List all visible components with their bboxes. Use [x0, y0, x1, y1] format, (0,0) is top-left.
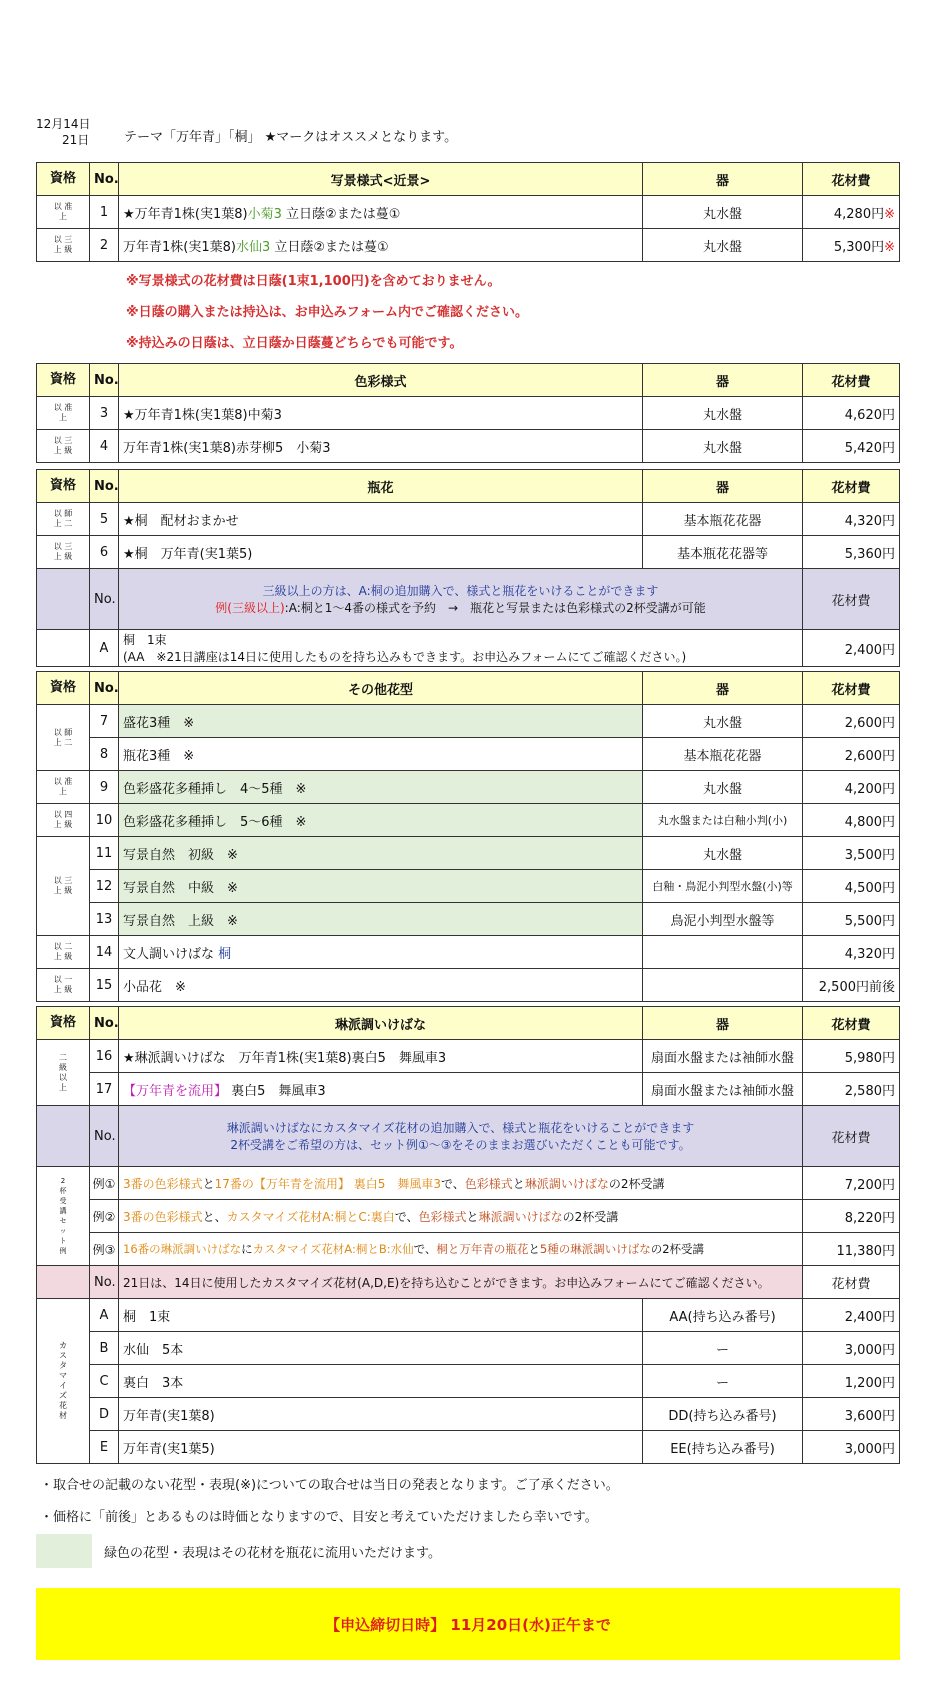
row-no: 例① — [90, 1167, 119, 1200]
fee-mark: ※ — [884, 239, 895, 255]
style-cell: ★琳派調いけばな 万年青1株(実1葉8)裏白5 舞風車3 — [119, 1040, 643, 1073]
col-style: 色彩様式 — [119, 364, 643, 397]
row-no: A — [90, 630, 119, 667]
fee-cell: 2,600円 — [803, 705, 900, 738]
info-row — [37, 569, 900, 630]
set-part: カスタマイズ花材A:桐とC:裏白 — [226, 1209, 395, 1224]
fee-cell: 2,400円 — [803, 1299, 900, 1332]
row-no: 6 — [90, 536, 119, 569]
set-part: 3番の色彩様式 — [123, 1176, 203, 1191]
note-2: ※日蔭の購入または持込は、お申込みフォーム内でご確認ください。 — [126, 305, 528, 320]
table-row — [37, 804, 900, 837]
vessel-cell: ー — [643, 1365, 803, 1398]
shakei-notes — [36, 262, 900, 363]
qual-text: 以 准 上 — [53, 403, 73, 422]
qual-text: 以 准 上 — [53, 777, 73, 796]
row-no: 4 — [90, 430, 119, 463]
set-part: と — [466, 1209, 479, 1224]
empty-cell — [37, 630, 90, 667]
qual-cell — [37, 430, 90, 463]
col-no: No. — [90, 364, 119, 397]
vessel-cell: 丸水盤 — [643, 837, 803, 870]
fee-value: 4,280円 — [833, 206, 885, 222]
table-row — [37, 536, 900, 569]
style-c: 立日蔭②または蔓① — [281, 206, 401, 222]
table-row — [37, 1332, 900, 1365]
set-cell — [119, 1167, 803, 1200]
col-fee: 花材費 — [803, 1007, 900, 1040]
legend-swatch — [36, 1534, 92, 1568]
fee-cell: 4,500円 — [803, 870, 900, 903]
table-row — [37, 870, 900, 903]
style-cell: ★万年青1株(実1葉8)中菊3 — [119, 397, 643, 430]
style-cell: 写景自然 上級 ※ — [119, 903, 643, 936]
style-cell: 瓶花3種 ※ — [119, 738, 643, 771]
vessel-cell: 基本瓶花花器等 — [643, 536, 803, 569]
custom-header-row — [37, 1266, 900, 1299]
fee-cell — [803, 196, 900, 229]
qual-text: 以 三 上 級 — [53, 542, 73, 561]
table-row — [37, 630, 900, 667]
style-b: 小菊3 — [247, 206, 282, 222]
qual-text: 2 杯 受 講 セ ッ ト 例 — [59, 1177, 67, 1255]
qual-text: 以 師 上 二 — [53, 509, 73, 528]
col-no: No. — [90, 672, 119, 705]
set-part: 17番の【万年青を流用】 裏白5 舞風車3 — [214, 1176, 442, 1191]
set-part: 琳派調いけばな — [524, 1176, 609, 1191]
qual-text: 以 二 上 級 — [53, 942, 73, 961]
vessel-cell: 基本瓶花花器 — [643, 503, 803, 536]
style-b: 水仙3 — [235, 239, 271, 255]
empty-cell — [37, 1266, 90, 1299]
qual-cell — [37, 196, 90, 229]
row-no: 12 — [90, 870, 119, 903]
vessel-cell: 丸水盤 — [643, 430, 803, 463]
fee-cell: 2,500円前後 — [803, 969, 900, 1002]
vessel-cell: 基本瓶花花器 — [643, 738, 803, 771]
set-part: に — [241, 1242, 253, 1256]
fee-cell: 2,400円 — [803, 630, 900, 667]
set-part: で、 — [441, 1176, 465, 1191]
row-no: 1 — [90, 196, 119, 229]
footer-note-1: ・取合せの記載のない花型・表現(※)についての取合せは当日の発表となります。ご了承ください。 — [40, 1478, 619, 1493]
fee-cell: 3,500円 — [803, 837, 900, 870]
qual-text: カ ス タ マ イ ズ 花 材 — [59, 1341, 67, 1420]
table-row — [37, 1167, 900, 1200]
row-no: 14 — [90, 936, 119, 969]
qual-cell — [37, 503, 90, 536]
row-no: 10 — [90, 804, 119, 837]
table-row — [37, 1365, 900, 1398]
row-no: 16 — [90, 1040, 119, 1073]
row-no: 7 — [90, 705, 119, 738]
style-cell: 万年青(実1葉5) — [119, 1431, 643, 1464]
fee-cell — [803, 229, 900, 262]
row-no: 5 — [90, 503, 119, 536]
set-part: 16番の琳派調いけばな — [123, 1242, 242, 1256]
set-cell — [119, 1200, 803, 1233]
style-cell — [119, 229, 643, 262]
vessel-cell: EE(持ち込み番号) — [643, 1431, 803, 1464]
empty-cell — [37, 569, 90, 630]
info-row — [37, 1106, 900, 1167]
a-line-1: 桐 1束 — [123, 633, 167, 647]
date-2: 21日 — [62, 133, 90, 147]
set-part: と — [202, 1176, 215, 1191]
qual-text: 以 四 上 級 — [53, 810, 73, 829]
fee-cell: 3,000円 — [803, 1431, 900, 1464]
col-fee: 花材費 — [803, 470, 900, 503]
col-style: 琳派調いけばな — [119, 1007, 643, 1040]
table-row — [37, 503, 900, 536]
row-no: C — [90, 1365, 119, 1398]
info-line-1: 琳派調いけばなにカスタマイズ花材の追加購入で、様式と瓶花をいけることができます — [226, 1121, 695, 1135]
dates — [36, 116, 91, 148]
table-shikisai — [36, 363, 900, 463]
custom-note: 21日は、14日に使用したカスタマイズ花材(A,D,E)を持ち込むことができます。お申込みフォームにてご確認ください。 — [119, 1266, 803, 1299]
set-part: の2杯受講 — [608, 1176, 665, 1191]
table-header — [37, 364, 900, 397]
qual-cell — [37, 804, 90, 837]
style-cell — [119, 630, 803, 667]
row-no: No. — [90, 1106, 119, 1167]
qual-cell — [37, 229, 90, 262]
set-part: と、 — [202, 1209, 227, 1224]
fee-cell: 7,200円 — [803, 1167, 900, 1200]
table-row — [37, 903, 900, 936]
info-line-2: 2杯受講をご希望の方は、セット例①～③をそのままお選びいただくことも可能です。 — [230, 1138, 691, 1152]
style-cell: ★桐 万年青(実1葉5) — [119, 536, 643, 569]
set-cell — [119, 1233, 803, 1266]
style-cell: 万年青(実1葉8) — [119, 1398, 643, 1431]
col-fee: 花材費 — [803, 163, 900, 196]
vessel-cell: 丸水盤 — [643, 705, 803, 738]
qual-cell — [37, 705, 90, 771]
row-no: 17 — [90, 1073, 119, 1106]
date-1: 12月14日 — [36, 117, 91, 131]
info-cell — [119, 1106, 803, 1167]
vessel-cell: 丸水盤 — [643, 229, 803, 262]
table-row — [37, 1398, 900, 1431]
qual-text: 以 准 上 — [53, 202, 73, 221]
table-row — [37, 1299, 900, 1332]
fee-cell: 5,420円 — [803, 430, 900, 463]
qual-cell — [37, 969, 90, 1002]
row-no: 例② — [90, 1200, 119, 1233]
set-part: で、 — [413, 1242, 437, 1256]
qual-text: 以 三 上 級 — [53, 876, 73, 895]
qual-text: 二 級 以 上 — [59, 1052, 67, 1092]
row-no: 11 — [90, 837, 119, 870]
row-no: D — [90, 1398, 119, 1431]
fee-cell: 2,580円 — [803, 1073, 900, 1106]
col-qual: 資格 — [37, 364, 90, 397]
qual-text: 以 三 上 級 — [53, 235, 73, 254]
col-fee: 花材費 — [803, 672, 900, 705]
table-header — [37, 470, 900, 503]
table-row — [37, 229, 900, 262]
vessel-cell: 丸水盤 — [643, 771, 803, 804]
set-part: で、 — [394, 1209, 419, 1224]
col-vessel: 器 — [643, 1007, 803, 1040]
fee-cell: 4,200円 — [803, 771, 900, 804]
qual-cell — [37, 397, 90, 430]
col-qual: 資格 — [37, 163, 90, 196]
col-style: 写景様式<近景> — [119, 163, 643, 196]
style-cell: 写景自然 中級 ※ — [119, 870, 643, 903]
set-part: と — [512, 1176, 525, 1191]
set-part: と — [528, 1242, 540, 1256]
table-header — [37, 1007, 900, 1040]
row-no: A — [90, 1299, 119, 1332]
qual-cell — [37, 1167, 90, 1266]
style-cell: 写景自然 初級 ※ — [119, 837, 643, 870]
style-a: ★万年青1株(実1葉8) — [123, 206, 248, 222]
style-cell: 裏白 3本 — [119, 1365, 643, 1398]
style-cell: 盛花3種 ※ — [119, 705, 643, 738]
legend-text: 緑色の花型・表現はその花材を瓶花に流用いただけます。 — [104, 1545, 441, 1561]
fee-cell: 4,620円 — [803, 397, 900, 430]
row-no: No. — [90, 569, 119, 630]
row-no: 例③ — [90, 1233, 119, 1266]
footer-note-2: ・価格に「前後」とあるものは時価となりますので、目安と考えていただけましたら幸いです。 — [40, 1510, 598, 1525]
deadline-text: 【申込締切日時】 11月20日(水)正午まで — [325, 1615, 611, 1634]
style-a: 文人調いけばな — [123, 946, 215, 962]
col-qual: 資格 — [37, 1007, 90, 1040]
fee-cell: 2,600円 — [803, 738, 900, 771]
set-part: カスタマイズ花材A:桐とB:水仙 — [252, 1242, 414, 1256]
table-row — [37, 196, 900, 229]
col-no: No. — [90, 1007, 119, 1040]
info-line-1: 三級以上の方は、A:桐の追加購入で、様式と瓶花をいけることができます — [262, 584, 659, 598]
fee-label: 花材費 — [803, 569, 900, 630]
style-c: 立日蔭②または蔓① — [270, 239, 389, 255]
vessel-cell: 白釉・鳥泥小判型水盤(小)等 — [643, 870, 803, 903]
qual-text: 以 三 上 級 — [53, 436, 73, 455]
table-row — [37, 705, 900, 738]
style-b: 裏白5 舞風車3 — [227, 1083, 326, 1099]
style-cell — [119, 936, 643, 969]
info-line-2a: 例(三級以上) — [215, 601, 285, 615]
set-part: 色彩様式 — [418, 1209, 467, 1224]
set-part: 色彩様式 — [464, 1176, 513, 1191]
style-cell: 万年青1株(実1葉8)赤芽柳5 小菊3 — [119, 430, 643, 463]
qual-cell — [37, 1299, 90, 1464]
col-style: その他花型 — [119, 672, 643, 705]
fee-cell: 5,500円 — [803, 903, 900, 936]
col-vessel: 器 — [643, 470, 803, 503]
style-cell: 桐 1束 — [119, 1299, 643, 1332]
fee-cell: 11,380円 — [803, 1233, 900, 1266]
col-vessel: 器 — [643, 364, 803, 397]
style-cell: 色彩盛花多種挿し 4～5種 ※ — [119, 771, 643, 804]
fee-label: 花材費 — [803, 1266, 900, 1299]
table-row — [37, 936, 900, 969]
vessel-cell — [643, 936, 803, 969]
note-1: ※写景様式の花材費は日蔭(1束1,100円)を含めておりません。 — [126, 274, 501, 289]
info-cell — [119, 569, 803, 630]
table-header — [37, 672, 900, 705]
fee-label: 花材費 — [803, 1106, 900, 1167]
col-style: 瓶花 — [119, 470, 643, 503]
row-no: 13 — [90, 903, 119, 936]
col-vessel: 器 — [643, 163, 803, 196]
vessel-cell: 鳥泥小判型水盤等 — [643, 903, 803, 936]
style-a: 万年青1株(実1葉8) — [123, 239, 236, 255]
qual-cell — [37, 1040, 90, 1106]
qual-cell — [37, 771, 90, 804]
col-no: No. — [90, 470, 119, 503]
qual-cell — [37, 936, 90, 969]
col-qual: 資格 — [37, 470, 90, 503]
fee-cell: 3,000円 — [803, 1332, 900, 1365]
vessel-cell — [643, 969, 803, 1002]
row-no: B — [90, 1332, 119, 1365]
col-vessel: 器 — [643, 672, 803, 705]
set-part: 5種の琳派調いけばな — [539, 1242, 651, 1256]
style-cell — [119, 196, 643, 229]
vessel-cell: 扇面水盤または袖師水盤 — [643, 1073, 803, 1106]
footer — [36, 1470, 900, 1660]
table-other — [36, 671, 900, 1002]
qual-text: 以 一 上 級 — [53, 975, 73, 994]
table-shakei — [36, 162, 900, 262]
fee-cell: 3,600円 — [803, 1398, 900, 1431]
table-header — [37, 163, 900, 196]
table-row — [37, 1073, 900, 1106]
main-sheet — [36, 162, 900, 1660]
vessel-cell: 丸水盤 — [643, 196, 803, 229]
table-row — [37, 837, 900, 870]
row-no: 8 — [90, 738, 119, 771]
table-row — [37, 1040, 900, 1073]
set-part: 琳派調いけばな — [478, 1209, 563, 1224]
fee-cell: 4,320円 — [803, 936, 900, 969]
table-row — [37, 430, 900, 463]
table-rinpa — [36, 1006, 900, 1464]
table-row — [37, 397, 900, 430]
col-fee: 花材費 — [803, 364, 900, 397]
vessel-cell: 扇面水盤または袖師水盤 — [643, 1040, 803, 1073]
theme-text: テーマ「万年青」「桐」 ★マークはオススメとなります。 — [124, 130, 458, 145]
fee-value: 5,300円 — [833, 239, 885, 255]
row-no: 3 — [90, 397, 119, 430]
qual-cell — [37, 837, 90, 936]
qual-text: 以 師 上 二 — [53, 727, 73, 747]
row-no: 9 — [90, 771, 119, 804]
row-no: 2 — [90, 229, 119, 262]
style-cell: 色彩盛花多種挿し 5～6種 ※ — [119, 804, 643, 837]
fee-cell: 1,200円 — [803, 1365, 900, 1398]
style-cell — [119, 1073, 643, 1106]
vessel-cell: AA(持ち込み番号) — [643, 1299, 803, 1332]
info-line-2b: :A:桐と1～4番の様式を予約 → 瓶花と写景または色彩様式の2杯受講が可能 — [284, 601, 706, 615]
col-no: No. — [90, 163, 119, 196]
vessel-cell: 丸水盤 — [643, 397, 803, 430]
style-cell: 小品花 ※ — [119, 969, 643, 1002]
fee-cell: 8,220円 — [803, 1200, 900, 1233]
fee-mark: ※ — [884, 206, 895, 222]
table-row — [37, 738, 900, 771]
set-part: の2杯受講 — [650, 1242, 705, 1256]
row-no: No. — [90, 1266, 119, 1299]
table-row — [37, 1200, 900, 1233]
note-3: ※持込みの日蔭は、立日蔭か日蔭蔓どちらでも可能です。 — [126, 336, 463, 351]
table-row — [37, 1431, 900, 1464]
table-row — [37, 969, 900, 1002]
fee-cell: 5,360円 — [803, 536, 900, 569]
fee-cell: 4,320円 — [803, 503, 900, 536]
row-no: 15 — [90, 969, 119, 1002]
vessel-cell: ー — [643, 1332, 803, 1365]
empty-cell — [37, 1106, 90, 1167]
set-part: 桐と万年青の瓶花 — [436, 1242, 529, 1256]
style-b: 桐 — [218, 946, 232, 962]
fee-cell: 4,800円 — [803, 804, 900, 837]
table-row — [37, 1233, 900, 1266]
set-part: の2杯受講 — [562, 1209, 619, 1224]
style-cell: ★桐 配材おまかせ — [119, 503, 643, 536]
table-heika — [36, 469, 900, 667]
a-line-2: (AA ※21日講座は14日に使用したものを持ち込みもできます。お申込みフォームにてご確認ください。) — [123, 650, 687, 664]
set-part: 3番の色彩様式 — [123, 1209, 203, 1224]
style-a: 【万年青を流用】 — [123, 1083, 228, 1099]
deadline-banner — [36, 1588, 900, 1660]
row-no: E — [90, 1431, 119, 1464]
fee-cell: 5,980円 — [803, 1040, 900, 1073]
col-qual: 資格 — [37, 672, 90, 705]
vessel-cell: DD(持ち込み番号) — [643, 1398, 803, 1431]
qual-cell — [37, 536, 90, 569]
style-cell: 水仙 5本 — [119, 1332, 643, 1365]
legend — [36, 1534, 900, 1568]
table-row — [37, 771, 900, 804]
vessel-cell: 丸水盤または白釉小判(小) — [643, 804, 803, 837]
